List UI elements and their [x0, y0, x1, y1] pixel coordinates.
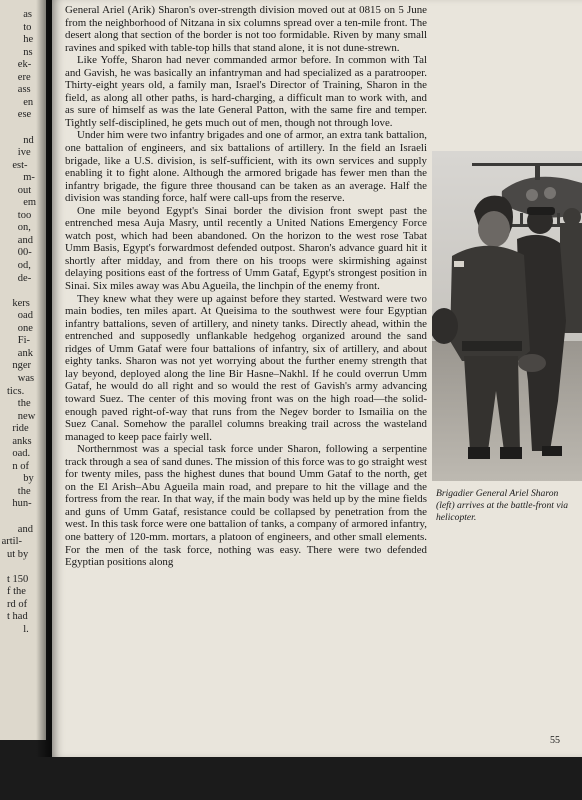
left-page-text-fragment: f the	[7, 586, 26, 598]
left-page-text-fragment: kers	[12, 297, 30, 309]
left-page-text-fragment: nger	[12, 360, 32, 372]
sharon-photograph	[432, 151, 582, 481]
left-page-text-fragment: anks	[12, 435, 32, 447]
left-page-text-fragment: and	[17, 523, 33, 535]
left-page-text-fragment: od,	[17, 260, 31, 271]
left-page-text-fragment: the	[17, 398, 31, 410]
left-page-text-fragment: ese	[17, 109, 32, 121]
helmet	[518, 354, 546, 372]
left-page-text-fragment: to	[23, 21, 32, 33]
left-page-text-fragment: too	[17, 209, 32, 221]
left-page-text-fragment: rd of	[7, 598, 28, 610]
left-page-text-fragment: by	[23, 473, 34, 485]
scan-background	[0, 757, 582, 800]
left-page-text-fragment: oad	[17, 310, 33, 322]
left-page-text-fragment: t had	[7, 611, 28, 623]
left-page-text-fragment: ive	[17, 147, 31, 159]
left-page-text-fragment: one	[17, 322, 33, 334]
left-page-text-fragment: ride	[12, 423, 29, 435]
left-page-text-fragment: est-	[12, 159, 28, 171]
left-page-text-fragment: tics.	[7, 385, 25, 397]
left-page-text-fragment: n of	[12, 460, 30, 472]
left-page-text-fragment: and	[17, 234, 33, 246]
paragraph: One mile beyond Egypt's Sinai border the division front swept past the entrenched mesa Auja Masry, until recently a United Nations Emergency Force watch post, which had been abandoned. On the horizon to the west rose Tabat Umm Basis, Egypt's forwardmost defended outpost. Sharon's advance guard hit it shortly after midday, and from there on his troops were skirmishing against delaying positions east of the fortress of Umm Gataf, Egypt's strongest position in Sinai. Six miles away was Abu Agueila, the linchpin of the enemy front.	[65, 204, 427, 293]
paragraph: They knew what they were up against before they started. Westward were two main bodies, ten miles apart. At Queisima to the southwest were four Egyptian infantry battalions, seven of artillery, and ninety tanks. Directly ahead, within the entrenched and supposedly unflankable hedgehog organized around the sand ridges of Umm Gataf were four battalions of infantry, six of artillery, and about eighty tanks. Sharon was not yet worrying about the further enemy strength that lay beyond, deployed along the line Bir Hasne–Nakhl. If he could overrun Umm Gataf, he would do all right and so would the rest of Gavish's army advancing toward Suez. The center of this moving front was on the high road—the solid-enough paved right-of-way that runs from the Negev border to Ismailia on the Suez Canal. Somehow the parallel columns breaking trail across the wasteland managed to keep pace fairly well.	[65, 292, 427, 443]
left-page-text-fragment: ass	[17, 84, 31, 96]
left-page-text-fragment: ut by	[7, 548, 29, 560]
left-page-text-fragment: new	[17, 410, 36, 422]
left-page-text-fragment: as	[23, 9, 32, 20]
left-page-text-fragment: oad.	[12, 448, 31, 460]
left-page-text-fragment: the	[17, 485, 31, 497]
left-page-text-fragment: t 150	[7, 573, 29, 585]
left-page-text-fragment: was	[17, 372, 35, 384]
body-text	[65, 4, 427, 569]
left-page-text-fragment: artil-	[1, 536, 22, 548]
left-page-text-fragment: 00-	[17, 247, 32, 259]
photo-caption: Brigadier General Ariel Sharon (left) arrives at the battle-front via helicopter.	[436, 488, 569, 523]
left-page-text-fragment: he	[23, 34, 34, 46]
left-page-text-fragment: ank	[17, 347, 33, 359]
left-page-text-fragment: on,	[17, 222, 31, 234]
left-page-text-fragment: Fi-	[17, 335, 31, 347]
left-page-text-fragment: em	[23, 197, 37, 209]
left-page-text-fragment: l.	[23, 623, 29, 635]
left-page-text-fragment: nd	[23, 134, 34, 146]
left-page-text-fragment: ere	[17, 71, 31, 83]
paragraph: Under him were two infantry brigades and one of armor, an extra tank battalion, one battalion of engineers, and six battalions of artillery. In the field an Israeli brigade, like a U.S. division, is self-sufficient, with its own services and supply enabling it to fight alone. Although the armored brigade has fewer men than the infantry brigade, the figure three thousand can be taken as an average. Half the division was standing force, half were call-ups from the reserve.	[65, 129, 427, 205]
left-page-text-fragment: m-	[23, 172, 35, 184]
paragraph: Northernmost was a special task force under Sharon, following a serpentine track through a sea of sand dunes. The mission of this force was to go straight west for twenty miles, pass the highest dunes that bound Umm Gataf to the north, get on the El Arish–Abu Agueila main road, and prepare to hit the village and the fortress from the rear. In that way, if the main body was held up by the mine fields and guns of Umm Gataf, resistance could be collapsed by penetration from the west. In this task force were one battalion of tanks, a company of armored infantry, one battery of 120-mm. mortars, a platoon of engineers, and other small elements. For the men of the task force, nothing was easy. There were two defended Egyptian positions along	[65, 443, 427, 569]
left-page-text-fragment: de-	[17, 272, 32, 284]
paragraph: Like Yoffe, Sharon had never commanded armor before. In common with Tal and Gavish, he was basically an infantryman and had specialized as a paratrooper. Thirty-eight years old, a family man, Israel's Director of Training, Sharon in the field, as along all other paths, is hard-charging, a difficult man to work with, and as sure of himself as was the late General Patton, with the same fire and temper. Tightly self-disciplined, he gets much out of men, though not through love.	[65, 54, 427, 129]
left-page-text-fragment: en	[23, 96, 34, 108]
photograph-image	[432, 151, 582, 481]
left-page-text-fragment: ns	[23, 46, 33, 58]
left-page-text-fragment: ek-	[17, 59, 32, 71]
left-page-text-fragment: out	[17, 184, 32, 196]
book-page	[52, 0, 582, 757]
paragraph: General Ariel (Arik) Sharon's over-strength division moved out at 0815 on 5 June from the neighborhood of Nitzana in six columns spread over a ten-mile front. The desert along that section of the border is not too formidable. Riven by many small ravines and spiked with table-top hills that stand alone, it is not dune-strewn.	[65, 4, 427, 54]
left-page-text-fragment: hun-	[12, 498, 32, 510]
page-number: 55	[550, 735, 560, 746]
